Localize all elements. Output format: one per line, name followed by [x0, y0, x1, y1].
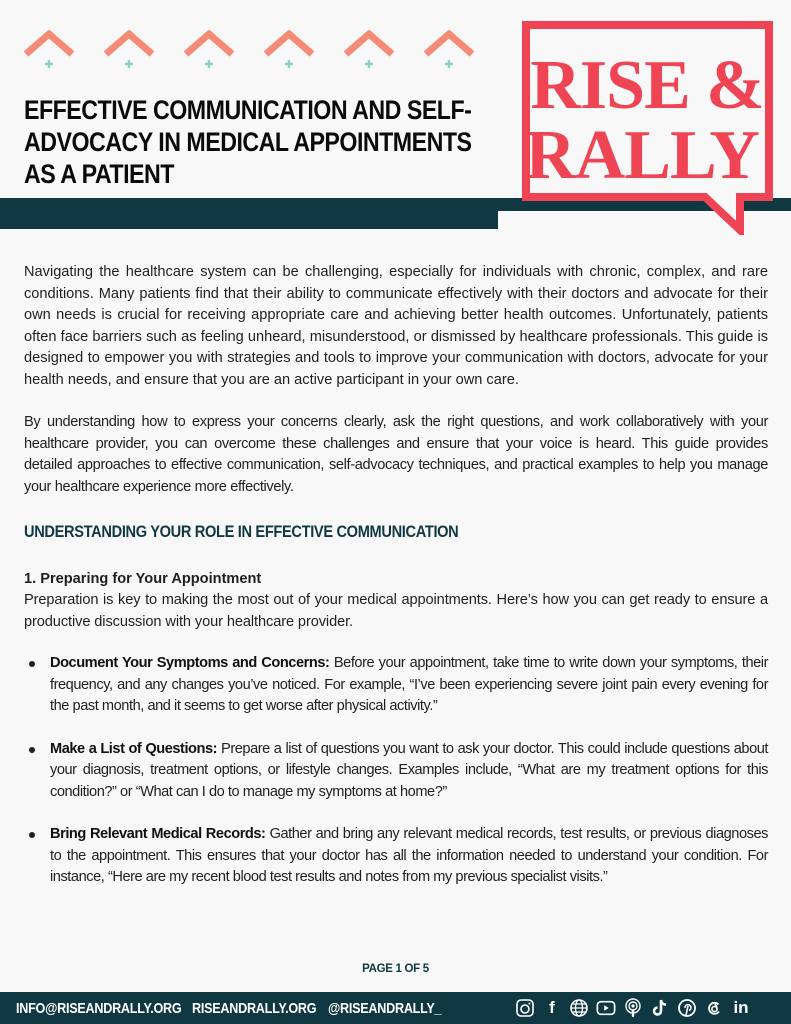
list-item-label: Make a List of Questions: — [50, 740, 218, 757]
podcast-icon[interactable] — [623, 998, 643, 1018]
header-bar — [0, 198, 498, 229]
roof-plus-icon — [262, 30, 316, 70]
roof-plus-icon — [22, 30, 76, 70]
globe-icon[interactable] — [569, 998, 589, 1018]
page-title: EFFECTIVE COMMUNICATION AND SELF-ADVOCACY IN MEDICAL APPOINTMENTS AS A PATIENT — [24, 95, 472, 189]
intro-paragraph-1: Navigating the healthcare system can be challenging, especially for individuals with chronic, complex, and rare conditions. Many patients find that their ability to communicate effectively with their doctors and advocate for their own needs is crucial for receiving appropriate care and achieving better health outcomes. Unfortunately, patients often face barriers such as feeling unheard, misunderstood, or dismissed by healthcare professionals. This guide is designed to empower you with strategies and tools to improve your communication with doctors, advocate for your health needs, and ensure that you are an active participant in your own care. — [24, 264, 768, 388]
threads-icon[interactable] — [704, 998, 724, 1018]
tiktok-icon[interactable] — [650, 998, 670, 1018]
section-heading: UNDERSTANDING YOUR ROLE IN EFFECTIVE COMMUNICATION — [24, 522, 459, 541]
main-content — [24, 262, 768, 889]
pinterest-icon[interactable] — [677, 998, 697, 1018]
email-link[interactable]: INFO@RISEANDRALLY.ORG — [16, 999, 182, 1017]
roof-plus-icon — [182, 30, 236, 70]
linkedin-icon[interactable]: in — [733, 998, 749, 1017]
list-item-text: Gather and bring any relevant medical records, test results, or previous diagnoses to the appointment. This ensures that your doctor has all the information needed to understand your condition. For instance, “Here are my recent blood test results and notes from my previous specialist visits.” — [50, 826, 768, 885]
instagram-icon[interactable] — [515, 998, 535, 1018]
list-item-text: Prepare a list of questions you want to ask your doctor. This could include questions about your diagnosis, treatment options, or lifestyle changes. Examples include, “What are my treatment options for this condition?” or “What can I do to manage my symptoms at home?” — [50, 740, 769, 800]
footer — [0, 992, 791, 1024]
roof-plus-icon — [342, 30, 396, 70]
page-indicator: PAGE 1 OF 5 — [362, 963, 429, 975]
header-decoration — [22, 30, 476, 70]
youtube-icon[interactable] — [596, 998, 616, 1018]
list-item — [24, 739, 768, 804]
logo-line-1: RISE & — [530, 47, 764, 124]
website-link[interactable]: RISEANDRALLY.ORG — [192, 999, 317, 1017]
intro-paragraph-2: By understanding how to express your concerns clearly, ask the right questions, and work collaboratively with your healthcare provider, you can overcome these challenges and ensure that your voice is heard. This guide provides detailed approaches to effective communication, self-advocacy techniques, and practical examples to help you manage your healthcare experience more effectively. — [24, 414, 768, 495]
list-item-text: Before your appointment, take time to write down your symptoms, their frequency, and any changes you’ve noticed. For example, “I’ve been experiencing severe joint pain every evening for the past month, and it seems to get worse after physical activity.” — [50, 655, 768, 714]
logo-line-2: RALLY — [525, 117, 759, 194]
roof-plus-icon — [422, 30, 476, 70]
subsection-intro: Preparation is key to making the most out of your medical appointments. Here’s how you can get ready to ensure a productive discussion with your healthcare provider. — [24, 592, 768, 630]
list-item — [24, 653, 768, 718]
subsection-heading: 1. Preparing for Your Appointment — [24, 570, 262, 587]
roof-plus-icon — [102, 30, 156, 70]
list-item-label: Document Your Symptoms and Concerns: — [50, 655, 330, 671]
social-icons — [515, 992, 751, 1024]
list-item-label: Bring Relevant Medical Records: — [50, 826, 266, 842]
preparation-list — [24, 653, 768, 889]
facebook-icon[interactable]: f — [549, 998, 555, 1017]
list-item — [24, 824, 768, 889]
social-handle-link[interactable]: @RISEANDRALLY_ — [328, 999, 442, 1017]
rise-and-rally-logo — [520, 20, 775, 235]
